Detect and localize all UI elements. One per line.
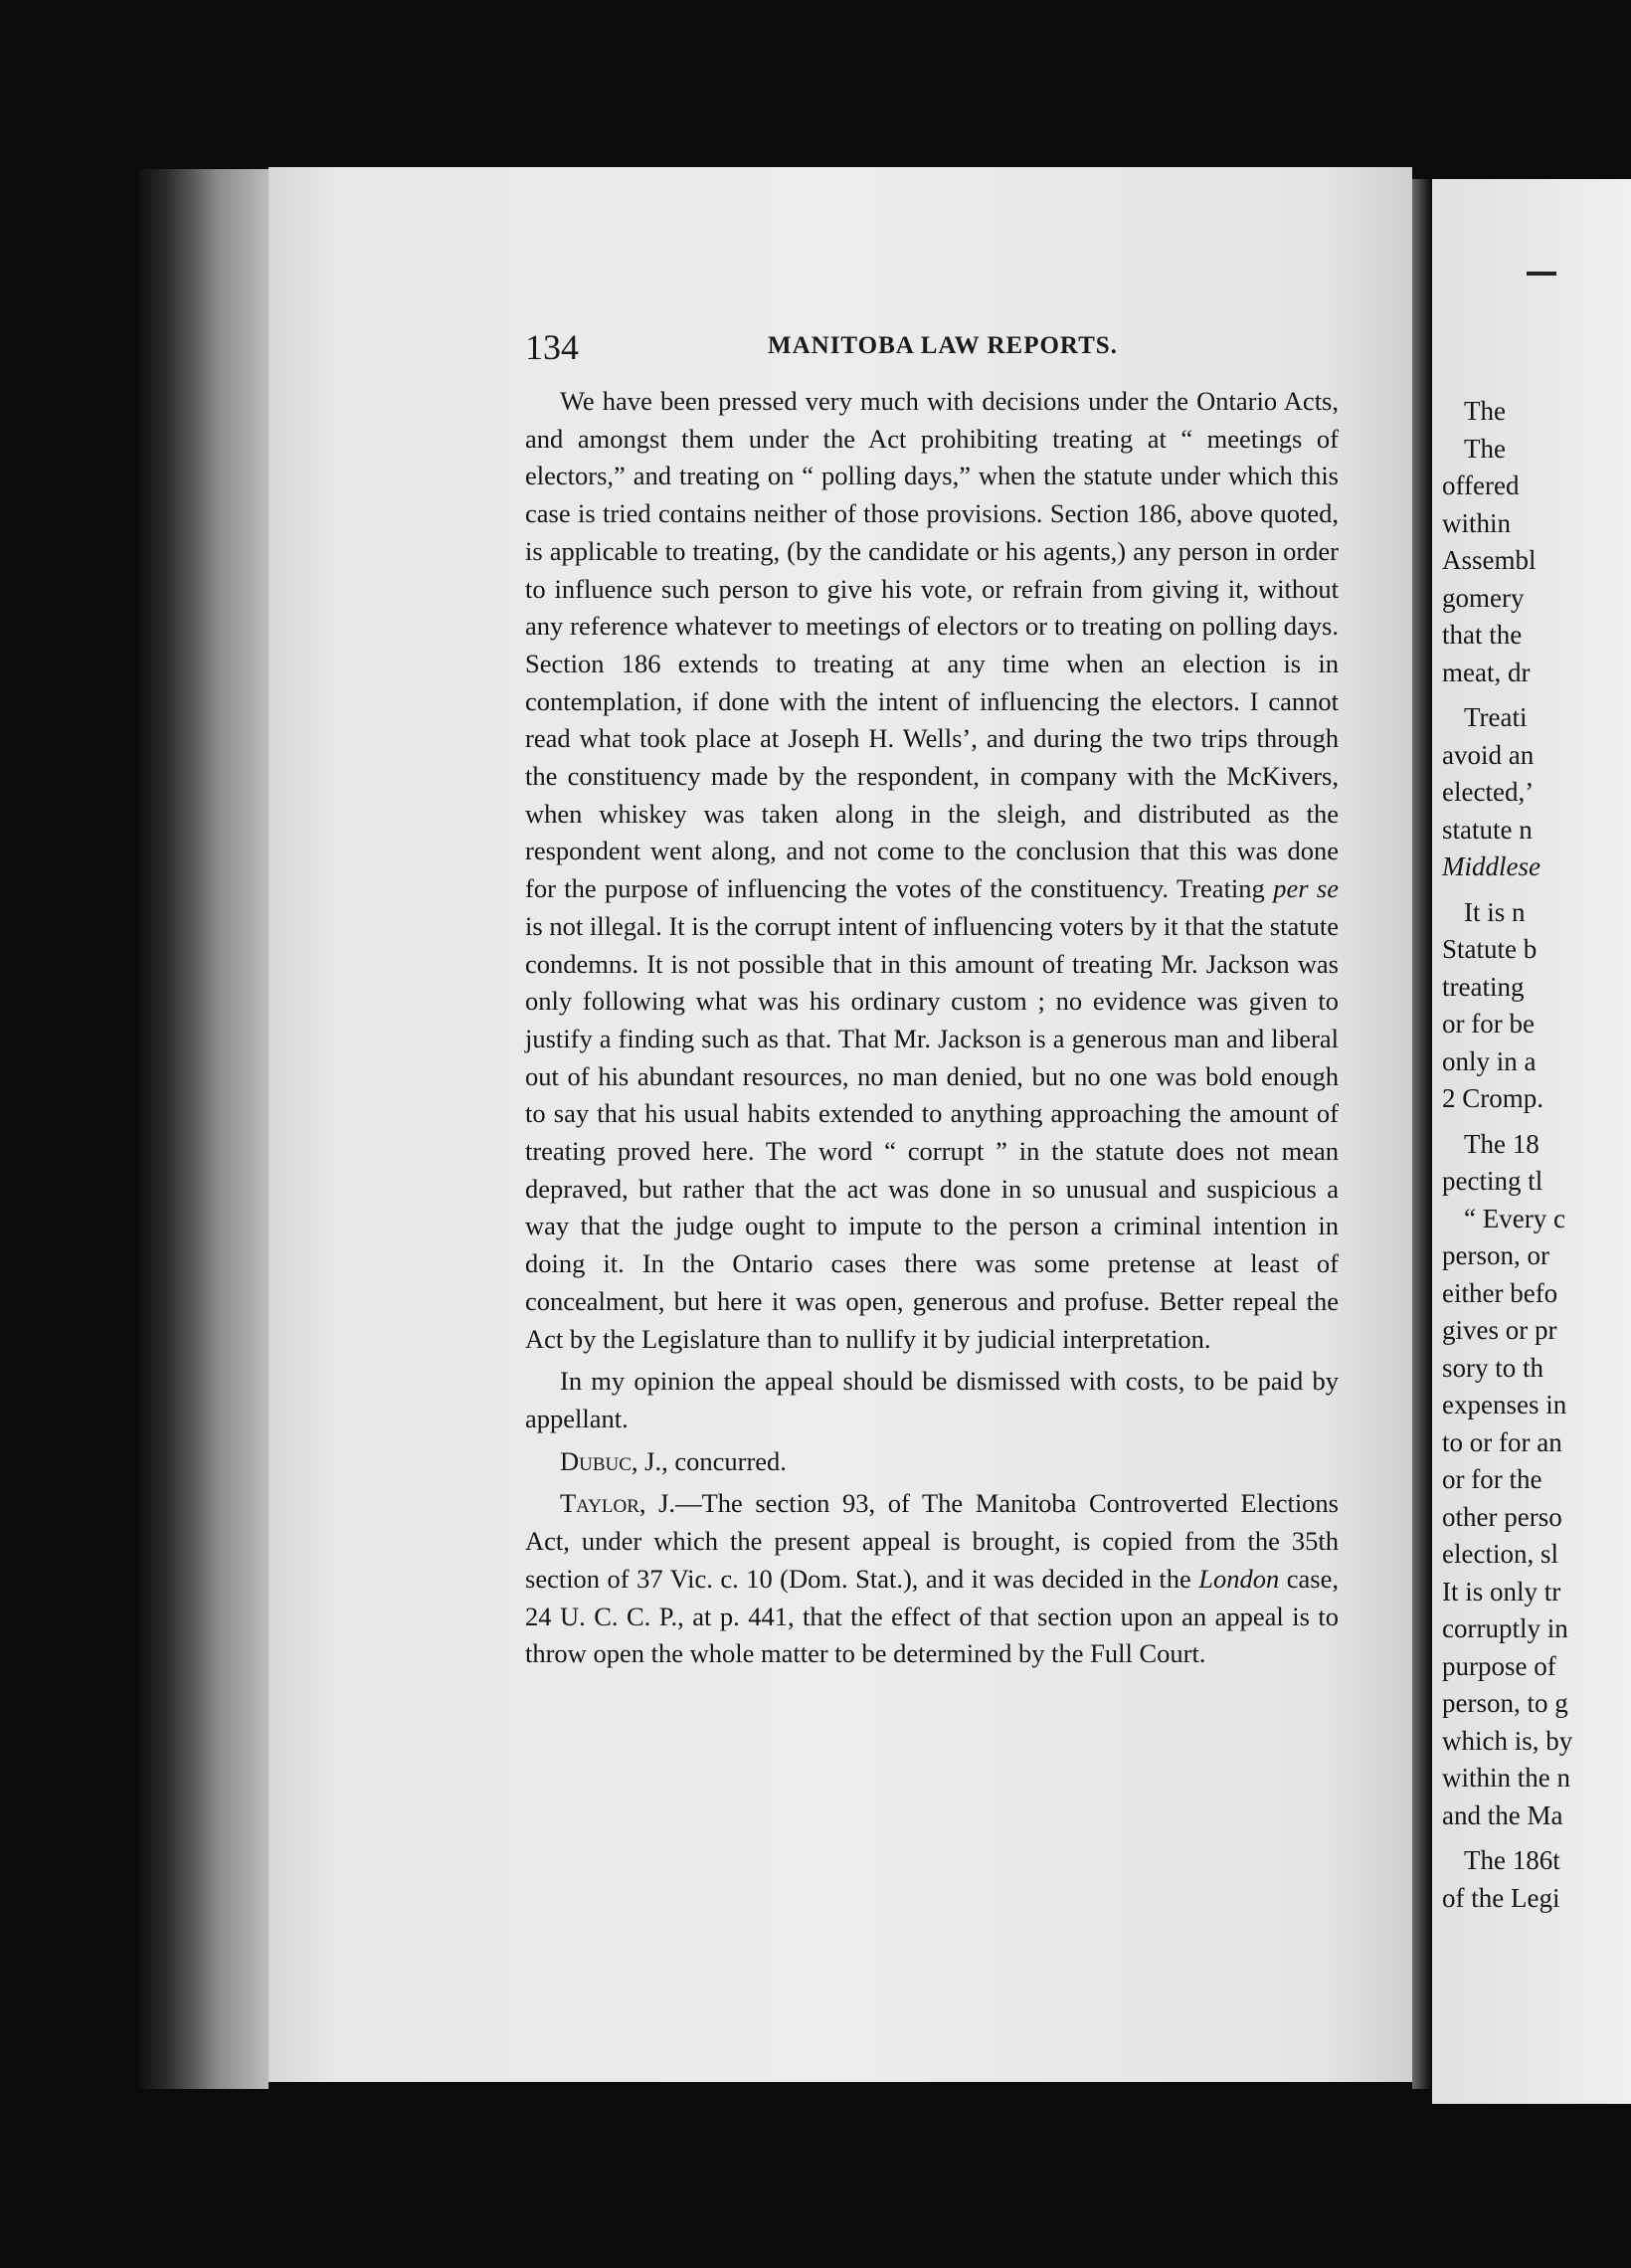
facing-line: It is only tr xyxy=(1442,1576,1561,1606)
facing-line: only in a xyxy=(1442,1045,1537,1076)
facing-line: person, to g xyxy=(1442,1688,1568,1718)
facing-line: of the Legi xyxy=(1442,1882,1560,1913)
italic-phrase: per se xyxy=(1273,873,1339,904)
paragraph xyxy=(525,1443,1339,1481)
facing-line: Statute b xyxy=(1442,934,1538,964)
facing-page xyxy=(1432,179,1631,2104)
facing-line: 2 Cromp. xyxy=(1442,1083,1544,1113)
page-header xyxy=(525,326,1339,366)
facing-line: meat, dr xyxy=(1442,657,1531,687)
facing-line: gives or pr xyxy=(1442,1315,1557,1345)
facing-line: “ Every c xyxy=(1464,1203,1565,1233)
book-page-edges xyxy=(139,169,269,2089)
facing-line: sory to th xyxy=(1442,1352,1544,1383)
facing-line: either befo xyxy=(1442,1277,1558,1308)
facing-line: It is n xyxy=(1464,896,1526,927)
judge-name: Taylor, J. xyxy=(560,1488,676,1519)
paragraph-text: , concurred. xyxy=(661,1445,787,1476)
facing-line: person, or xyxy=(1442,1240,1549,1270)
facing-page-text xyxy=(1442,393,1631,1917)
facing-line: The xyxy=(1464,396,1506,426)
paragraph-text: In my opinion the appeal should be dismissed with costs, to be paid by appellant. xyxy=(525,1366,1339,1433)
running-head: MANITOBA LAW REPORTS. xyxy=(768,332,1118,359)
facing-line: which is, by xyxy=(1442,1725,1573,1756)
facing-line: offered xyxy=(1442,471,1520,500)
facing-line: gomery xyxy=(1442,582,1525,613)
facing-line: within the n xyxy=(1442,1763,1570,1793)
facing-line: to or for an xyxy=(1442,1426,1562,1457)
facing-line: Treati xyxy=(1464,702,1528,732)
facing-line: Assembl xyxy=(1442,545,1537,575)
facing-line: The 186t xyxy=(1464,1845,1560,1875)
facing-line: that the xyxy=(1442,620,1523,650)
dash-mark xyxy=(1527,272,1556,276)
paragraph xyxy=(525,383,1339,1358)
facing-line: avoid an xyxy=(1442,739,1535,770)
facing-line: other perso xyxy=(1442,1501,1562,1532)
facing-line: elected,’ xyxy=(1442,777,1535,807)
facing-line: The 18 xyxy=(1464,1128,1540,1159)
facing-line: within xyxy=(1442,507,1512,538)
facing-line: Middlese xyxy=(1442,851,1540,881)
paragraph-text: is not illegal. It is the corrupt intent of influencing voters by it that the statute condemns. It is not possible that in this amount of treating Mr. Jackson was only following what was his ordinary custom ; no evidence was given to justify a finding such as that. That Mr. Jackson is a generous man and liberal out of his abundant resources, no man denied, but no one was bold enough to say that his usual habits extended to anything approaching the amount of treating proved here. The word “ corrupt ” in the statute does not mean depraved, but rather that the act was done in so unusual and suspicious a way that the judge ought to impute to the person a criminal intention in doing it. In the Ontario cases there was some pretense at least of concealment, but here it was open, generous and profuse. Better repeal the Act by the Legislature than to nullify it by judicial interpretation. xyxy=(525,910,1339,1354)
paragraph-text: We have been pressed very much with decisions under the Ontario Acts, and amongst them under the Act prohibiting treating at “ meetings of electors,” and treating on “ polling days,” when the statute under which this case is tried contains neither of those provisions. Section 186, above quoted, is applicable to treating, (by the candidate or his agents,) any person in order to influence such person to give his vote, or refrain from giving it, without any reference whatever to meetings of electors or to treating on polling days. Section 186 extends to treating at any time when an election is in contemplation, if done with the intent of influencing the electors. I cannot read what took place at Joseph H. Wells’, and during the two trips through the constituency made by the respondent, in company with the McKivers, when whiskey was taken along in the sleigh, and distributed as the respondent went along, and not come to the conclusion that this was done for the purpose of influencing the votes of the constituency. xyxy=(525,386,1339,904)
facing-line: purpose of xyxy=(1442,1650,1556,1681)
page-number: 134 xyxy=(525,327,579,367)
italic-case-name: London xyxy=(1198,1563,1280,1594)
facing-line: pecting tl xyxy=(1442,1166,1543,1196)
facing-line: or for be xyxy=(1442,1009,1535,1039)
paragraph xyxy=(525,1485,1339,1673)
paragraph-text: case, 24 U. C. C. P., at p. 441, that the effect of that section upon an appeal is to throw open the whole matter to be determined by the Full Court. xyxy=(525,1563,1339,1669)
facing-line: expenses in xyxy=(1442,1390,1567,1419)
facing-line: The xyxy=(1464,433,1506,464)
facing-line: treating xyxy=(1442,971,1525,1002)
judge-name: Dubuc, J. xyxy=(560,1445,662,1476)
paragraph-text: Treating xyxy=(1176,873,1274,904)
facing-line: or for the xyxy=(1442,1464,1542,1494)
book-gutter xyxy=(1412,179,1432,2089)
facing-line: and the Ma xyxy=(1442,1799,1563,1830)
facing-line: statute n xyxy=(1442,814,1533,845)
paragraph-text: —The section 93, of The Manitoba Controverted Elections Act, under which the present appeal is brought, is copied from the 35th section of 37 Vic. c. 10 (Dom. Stat.), and it was decided in the xyxy=(525,1488,1339,1594)
page-body xyxy=(525,383,1339,1678)
facing-line: corruptly in xyxy=(1442,1613,1568,1643)
facing-line: election, sl xyxy=(1442,1539,1558,1569)
paragraph xyxy=(525,1363,1339,1437)
